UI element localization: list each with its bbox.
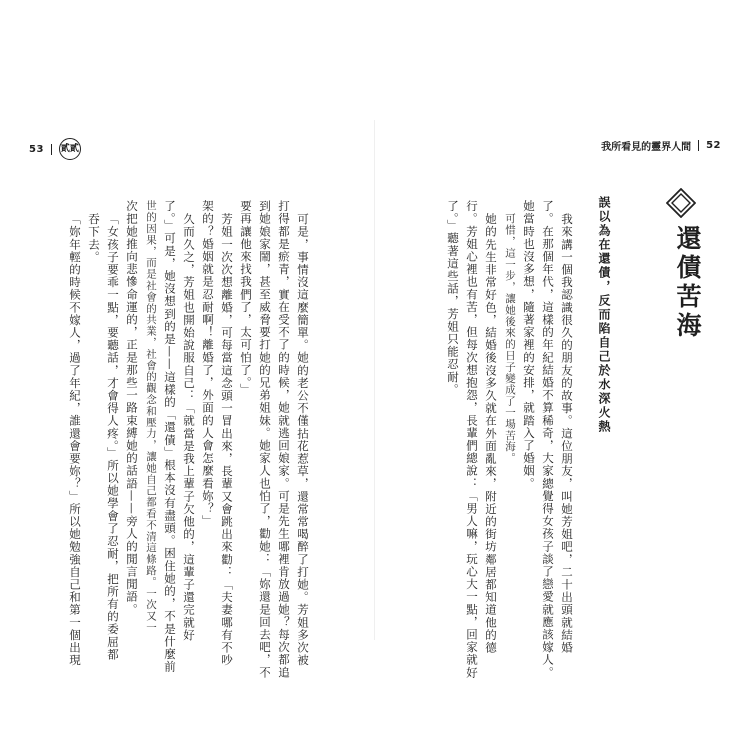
page-number: 53 <box>29 143 44 155</box>
header-divider <box>51 144 52 155</box>
text-column: 「女孩子要乖一點，要聽話，才會得人疼。」所以她學會了忍耐，把所有的委屈都 <box>106 213 120 661</box>
text-column: 「妳年輕的時候不嫁人，過了年紀，誰還會要妳？」所以她勉強自己和第一個出現 <box>68 213 82 667</box>
text-column: 了。」可是，她沒想到的是——這樣的「還債」根本沒有盡頭。困住她的，不是什麼前 <box>163 200 177 674</box>
chapter-badge: 貳貳 <box>59 138 81 160</box>
text-column: 芳姐一次次想離婚，可每當這念頭一冒出來，長輩又會跳出來勸：「夫妻哪有不吵 <box>220 213 234 667</box>
text-column: 我來講一個我認識很久的朋友的故事。這位朋友，叫她芳姐吧，二十出頭就結婚 <box>560 213 574 654</box>
chapter-subtitle: 誤以為在還債，反而陷自己於水深火熱 <box>597 196 611 434</box>
text-column: 可惜，這一步，讓她後來的日子變成了一場苦海。 <box>504 213 516 464</box>
text-column: 吞下去。 <box>87 213 101 264</box>
text-column: 打得都是瘀青，實在受不了的時候，她就逃回娘家。可是先生哪裡肯放過她？每次都追 <box>277 200 291 679</box>
page-number: 52 <box>706 140 721 151</box>
text-column: 次把她推向悲慘命運的，正是那些一路束縛她的話語——旁人的閒言閒語。 <box>125 200 139 616</box>
header-divider <box>698 140 699 151</box>
text-column: 要再讓他來找我們了，太可怕了。」 <box>239 200 253 396</box>
text-column: 久而久之，芳姐也開始說服自己：「就當是我上輩子欠他的，這輩子還完就好 <box>182 213 196 642</box>
chapter-title: 還債苦海 <box>673 225 702 341</box>
text-column: 可是，事情沒這麼簡單。她的老公不僅拈花惹草，還常常喝醉了打她。芳姐多次被 <box>296 213 310 667</box>
text-column: 行。芳姐心裡也有苦，但每次想抱怨，長輩們總說：「男人嘛，玩心大一點，回家就好 <box>465 200 479 679</box>
text-column: 她當時也沒多想，隨著家裡的安排，就踏入了婚姻。 <box>522 200 536 490</box>
text-column: 了。在那個年代，這樣的年紀結婚不算稀奇，大家總覺得女孩子談了戀愛就應該嫁人。 <box>541 200 555 679</box>
text-column: 了。」聽著這些話，芳姐只能忍耐。 <box>446 200 460 396</box>
text-column: 世的因果，而是社會的共業，社會的觀念和壓力，讓她自己都看不清這條路。一次又一 <box>145 200 157 634</box>
running-head-title: 我所看見的靈界人間 <box>601 142 692 153</box>
right-page-header <box>601 138 721 153</box>
text-column: 到她娘家鬧，甚至威脅要打她的兄弟姐妹。她家人也怕了，勸她：「妳還是回去吧，不 <box>258 200 272 679</box>
text-column: 她的先生非常好色，結婚後沒多久就在外面亂來，附近的街坊鄰居都知道他的德 <box>484 213 498 654</box>
left-page-header <box>29 138 81 160</box>
text-column: 架的？婚姻就是忍耐啊！離婚了，外面的人會怎麼看妳？」 <box>201 200 215 528</box>
diamond-ornament-icon <box>666 188 696 218</box>
